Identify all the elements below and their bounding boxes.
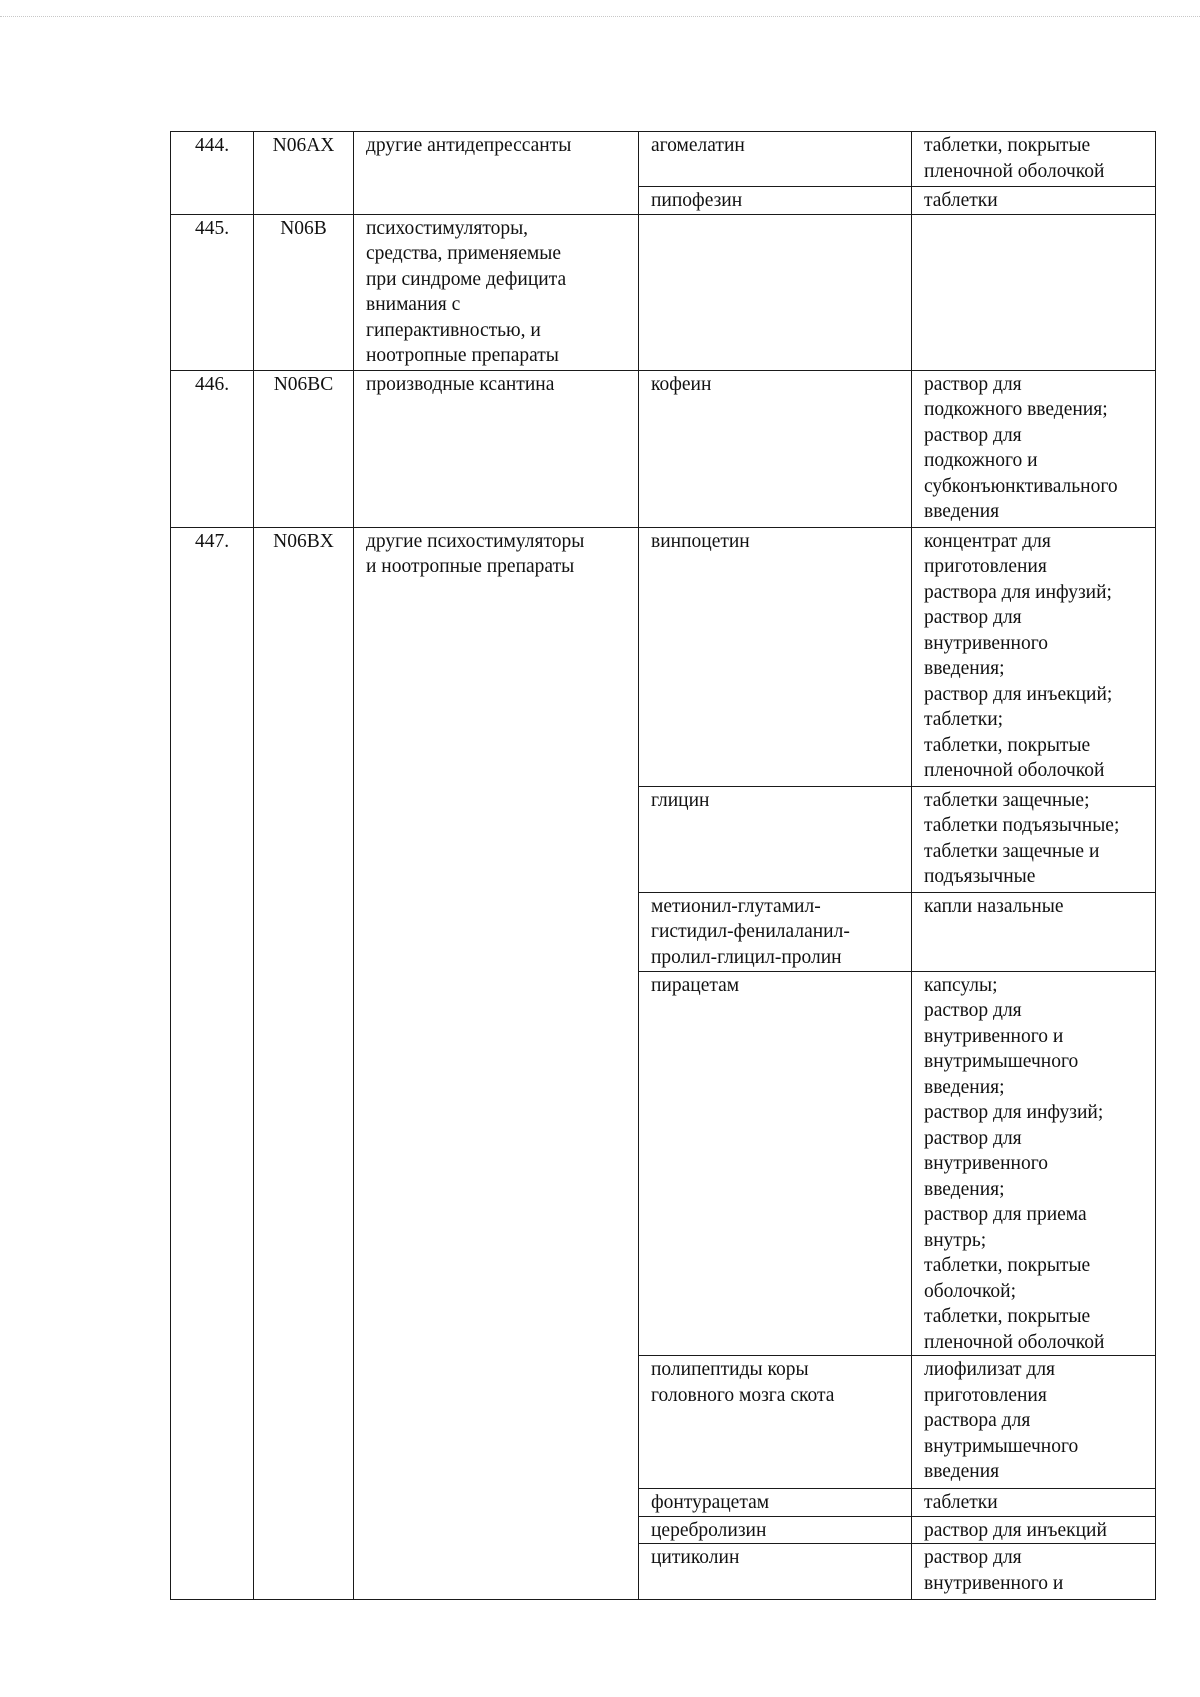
drug-name: фонтурацетам (639, 1489, 912, 1517)
dosage-form: таблетки (912, 187, 1156, 215)
drug-name: полипептиды коры головного мозга скота (639, 1356, 912, 1489)
drug-name: кофеин (639, 370, 912, 527)
row-number: 446. (171, 370, 254, 527)
row-number: 444. (171, 132, 254, 215)
drug-name: пирацетам (639, 971, 912, 1356)
drug-name: пипофезин (639, 187, 912, 215)
row-number: 447. (171, 527, 254, 1600)
atc-code: N06AX (254, 132, 354, 215)
dosage-form: капли назальные (912, 892, 1156, 971)
atc-group-name: психостимуляторы, средства, применяемые при синдроме дефицита внимания с гиперактивностью, и ноотропные препараты (354, 214, 639, 370)
table-row (171, 370, 1156, 527)
drug-name: агомелатин (639, 132, 912, 187)
table-row (171, 527, 1156, 786)
atc-code: N06BX (254, 527, 354, 1600)
drug-table (170, 131, 1156, 1600)
drug-name: винпоцетин (639, 527, 912, 786)
table-row (171, 132, 1156, 187)
drug-name: метионил-глутамил- гистидил-фенилаланил- пролил-глицил-пролин (639, 892, 912, 971)
drug-name: церебролизин (639, 1516, 912, 1544)
atc-group-name: другие психостимуляторы и ноотропные препараты (354, 527, 639, 1600)
dosage-form: концентрат для приготовления раствора для инфузий; раствор для внутривенного введения; раствор для инъекций; таблетки; таблетки, покрытые пленочной оболочкой (912, 527, 1156, 786)
dosage-form: таблетки, покрытые пленочной оболочкой (912, 132, 1156, 187)
atc-code: N06B (254, 214, 354, 370)
dosage-form: раствор для подкожного введения; раствор для подкожного и субконъюнктивального введения (912, 370, 1156, 527)
atc-code: N06BC (254, 370, 354, 527)
table-row (171, 214, 1156, 370)
drug-name (639, 214, 912, 370)
dosage-form (912, 214, 1156, 370)
dosage-form: капсулы; раствор для внутривенного и внутримышечного введения; раствор для инфузий; раствор для внутривенного введения; раствор для приема внутрь; таблетки, покрытые оболочкой; таблетки, покрытые пленочной оболочкой (912, 971, 1156, 1356)
drug-name: глицин (639, 786, 912, 892)
atc-group-name: другие антидепрессанты (354, 132, 639, 215)
dosage-form: таблетки защечные; таблетки подъязычные; таблетки защечные и подъязычные (912, 786, 1156, 892)
dosage-form: раствор для внутривенного и (912, 1544, 1156, 1600)
dosage-form: лиофилизат для приготовления раствора для внутримышечного введения (912, 1356, 1156, 1489)
dosage-form: таблетки (912, 1489, 1156, 1517)
row-number: 445. (171, 214, 254, 370)
drug-name: цитиколин (639, 1544, 912, 1600)
dosage-form: раствор для инъекций (912, 1516, 1156, 1544)
atc-group-name: производные ксантина (354, 370, 639, 527)
scan-edge-line (0, 16, 1200, 17)
